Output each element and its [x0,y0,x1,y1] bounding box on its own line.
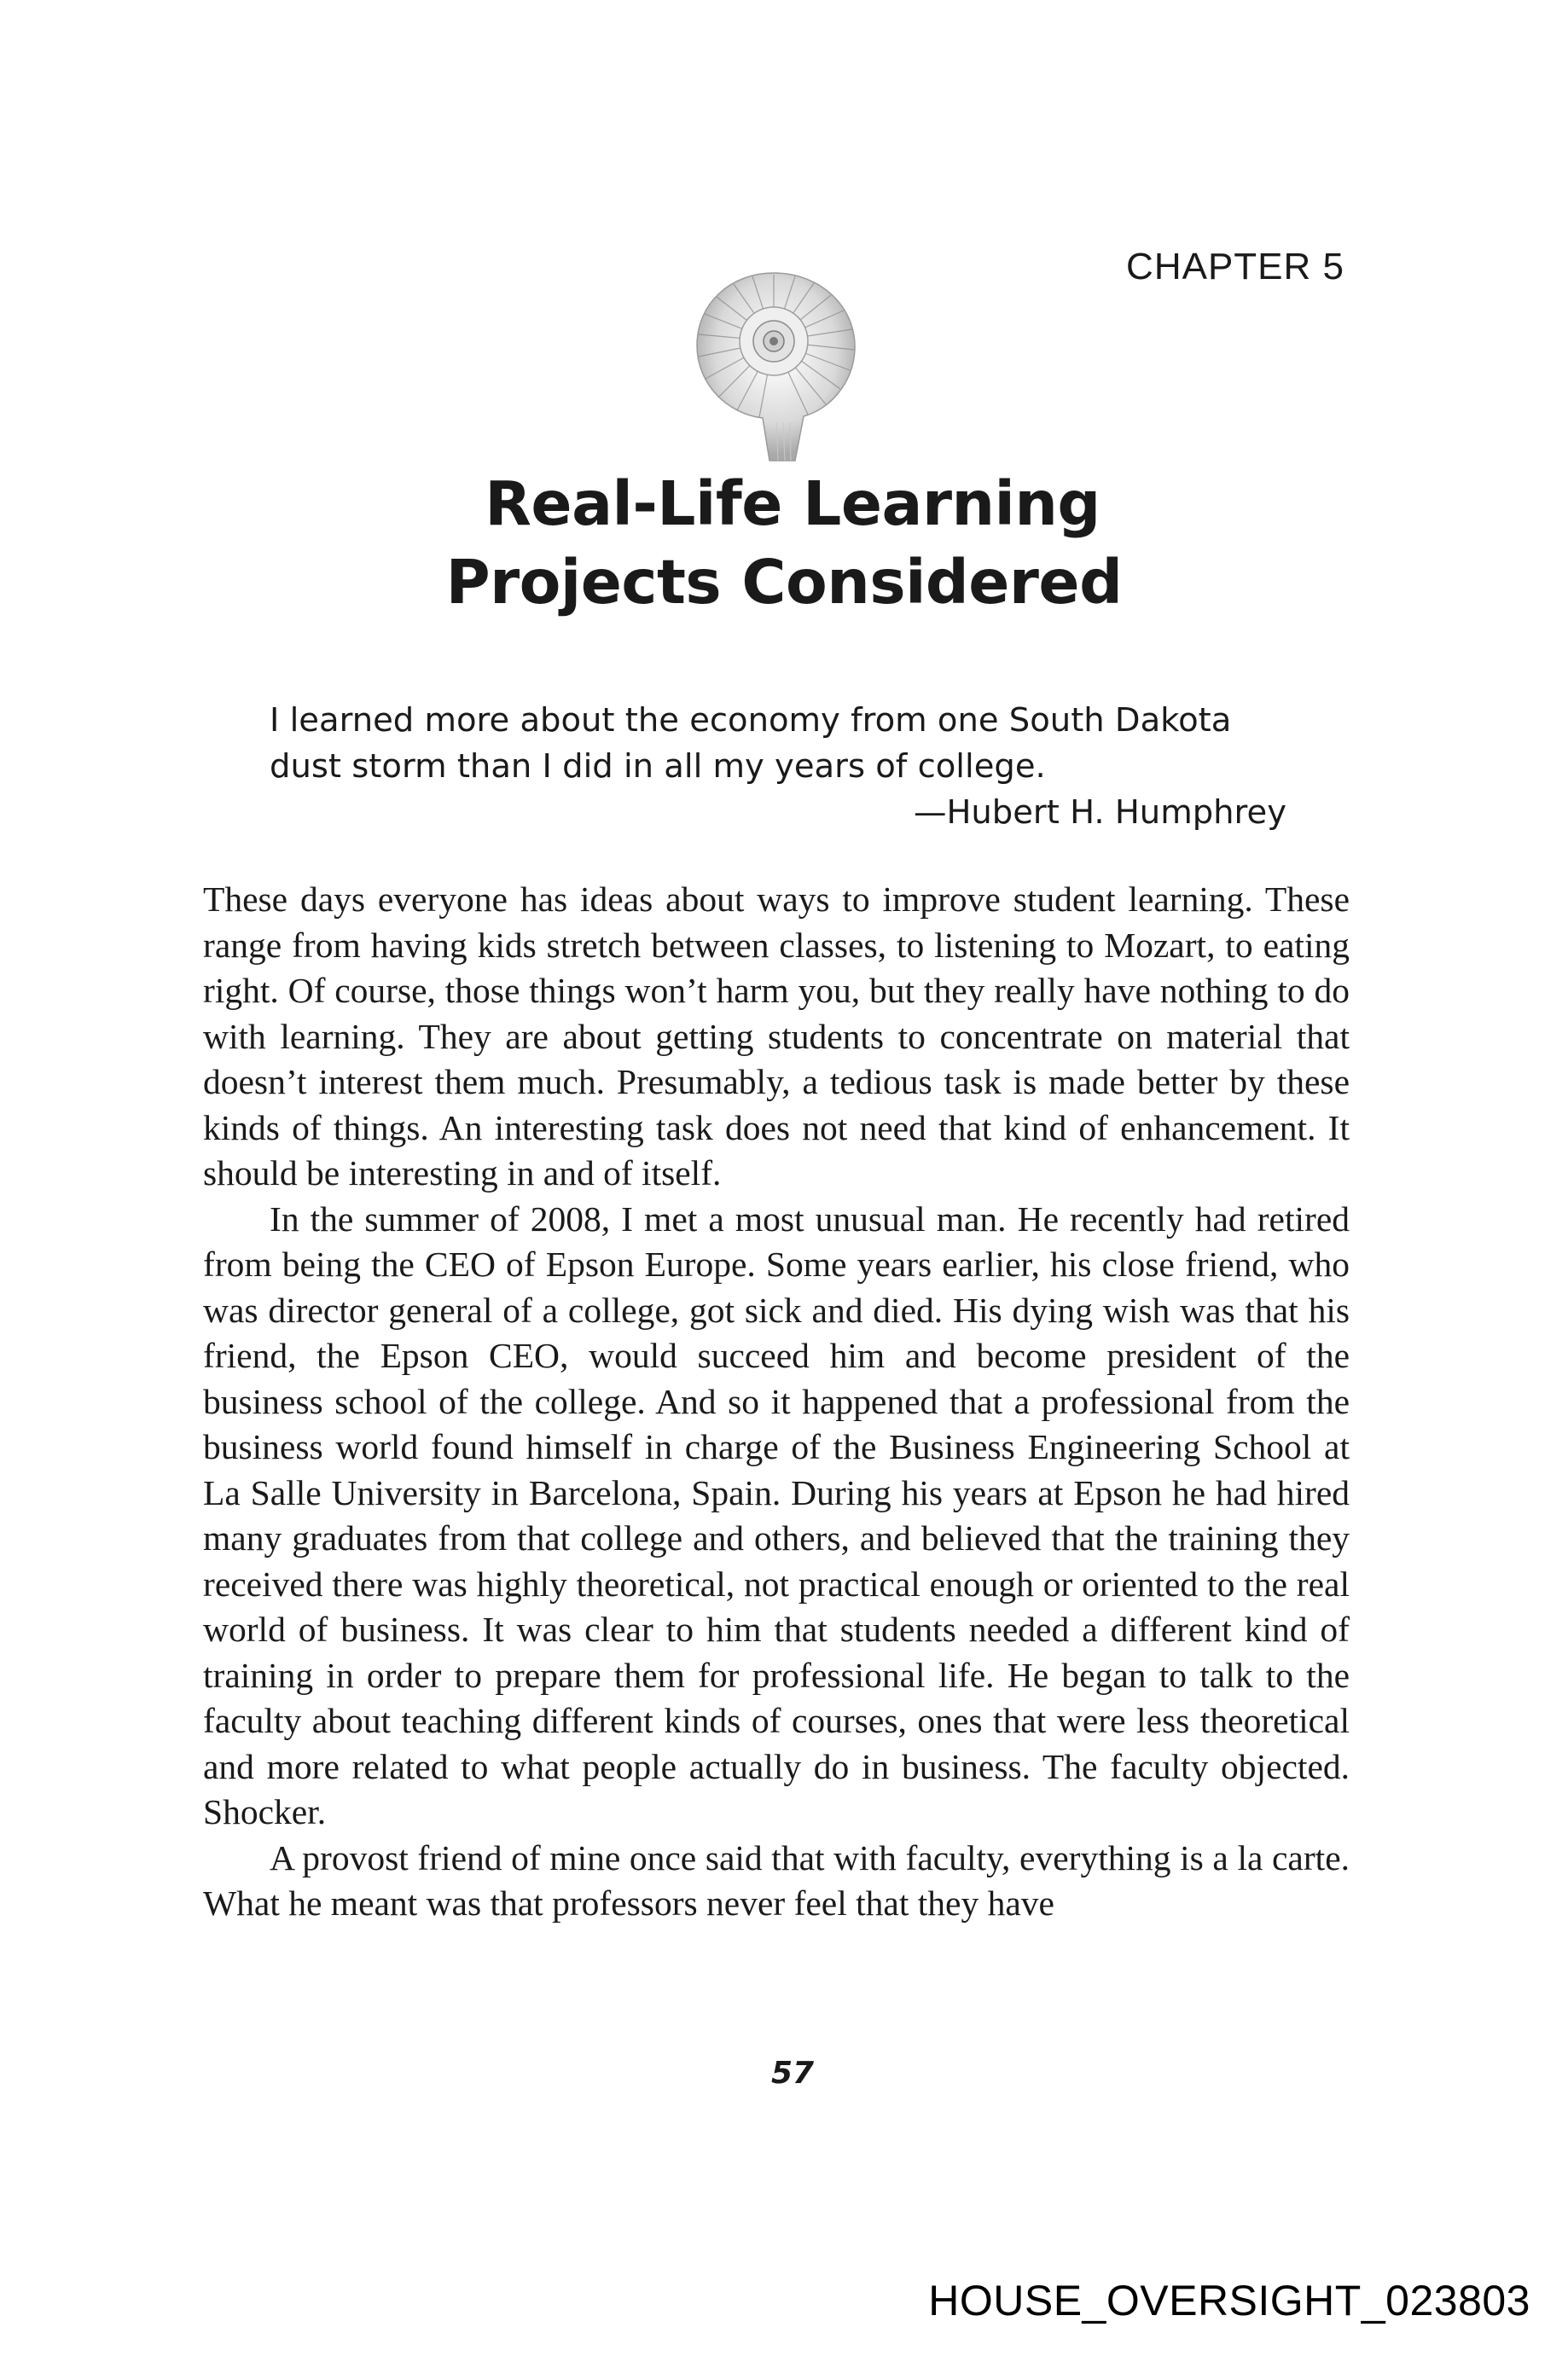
chapter-title-line-2: Projects Considered [445,547,1123,618]
bates-number: HOUSE_OVERSIGHT_023803 [928,2277,1530,2324]
epigraph [270,698,1293,836]
epigraph-quote: I learned more about the economy from one South Dakota dust storm than I did in all my years of college. [270,701,1232,786]
chapter-title [0,465,1568,622]
epigraph-attribution: —Hubert H. Humphrey [913,793,1286,832]
nautilus-shell-icon [667,256,880,469]
body-paragraph: In the summer of 2008, I met a most unusual man. He recently had retired from being the CEO of Epson Europe. Some years earlier, his close friend, who was director general of a college, got sick and died. His dying wish was that his friend, the Epson CEO, would succeed him and become president of the business school of the college. And so it happened that a professional from the business world found himself in charge of the Business Engineering School at La Salle University in Barcelona, Spain. During his years at Epson he had hired many graduates from that college and others, and believed that the training they received there was highly theoretical, not practical enough or oriented to the real world of business. It was clear to him that students needed a different kind of training in order to prepare them for professional life. He began to talk to the faculty about teaching different kinds of courses, ones that were less theoretical and more related to what people actually do in business. The faculty objected. Shocker. [203,1198,1350,1831]
chapter-label: CHAPTER 5 [1126,246,1344,287]
chapter-title-line-1: Real-Life Learning [485,468,1101,539]
body-paragraph: These days everyone has ideas about ways to improve student learning. These range from having kids stretch between classes, to listening to Mozart, to eating right. Of course, those things won’t harm you, but they really have nothing to do with learning. They are about getting students to concentrate on material that doesn’t interest them much. Presumably, a tedious task is made better by these kinds of things. An interesting task does not need that kind of enhancement. It should be interesting in and of itself. [203,879,1350,1193]
page-number: 57 [770,2056,815,2091]
body-paragraph: A provost friend of mine once said that with faculty, everything is a la carte. What he meant was that professors never feel that they have [203,1837,1350,1923]
body-text [203,877,1350,1927]
